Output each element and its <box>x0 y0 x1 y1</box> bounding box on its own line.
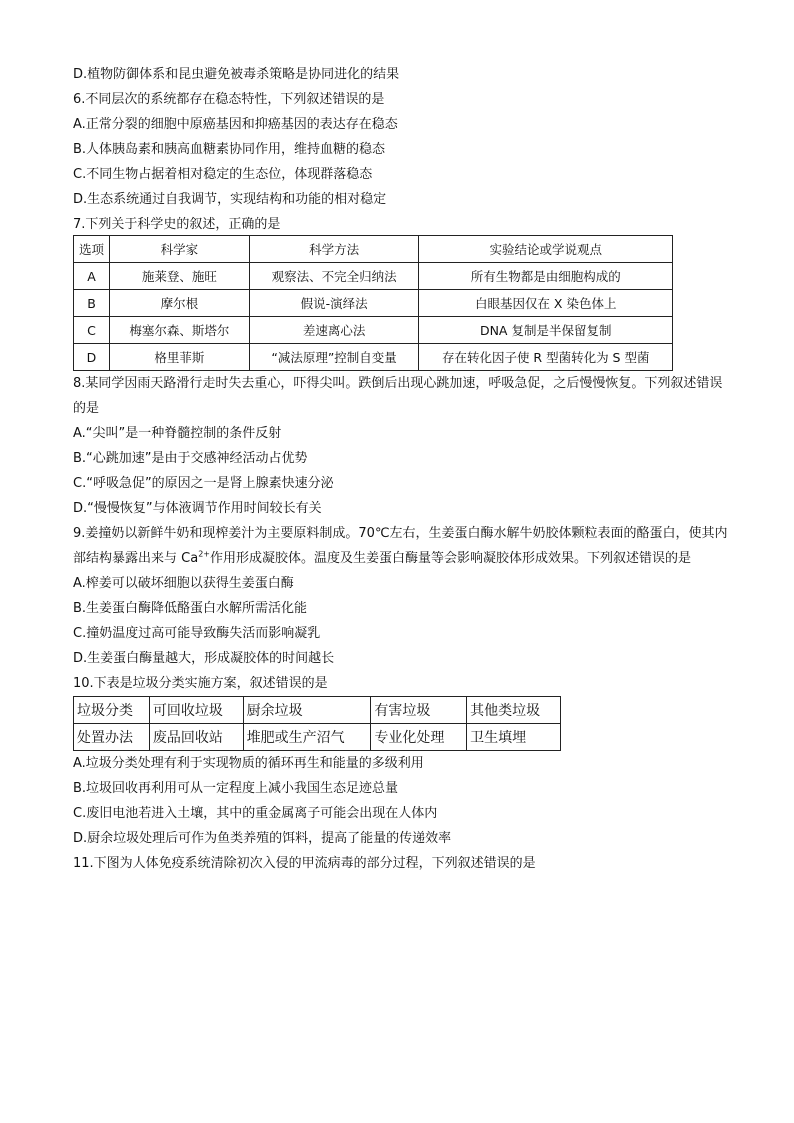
table-cell: 所有生物都是由细胞构成的 <box>419 263 673 290</box>
q8-option-b: B.“心跳加速”是由于交感神经活动占优势 <box>73 451 308 466</box>
table-cell: 堆肥或生产沼气 <box>243 724 371 751</box>
q9-option-b: B.生姜蛋白酶降低酪蛋白水解所需活化能 <box>73 601 308 616</box>
table-cell: 白眼基因仅在 X 染色体上 <box>419 290 673 317</box>
q9-stem-part2: 作用形成凝胶体。温度及生姜蛋白酶量等会影响凝胶体形成效果。下列叙述错误的是 <box>209 551 691 566</box>
q8-option-c: C.“呼吸急促”的原因之一是肾上腺素快速分泌 <box>73 476 334 491</box>
q9-option-d: D.生姜蛋白酶量越大，形成凝胶体的时间越长 <box>73 651 335 666</box>
table-header: 科学方法 <box>249 236 419 263</box>
table-cell: “减法原理”控制自变量 <box>249 344 419 371</box>
q11-stem: 11.下图为人体免疫系统清除初次入侵的甲流病毒的部分过程，下列叙述错误的是 <box>73 856 536 871</box>
q6-option-a: A.正常分裂的细胞中原癌基因和抑癌基因的表达存在稳态 <box>73 117 398 132</box>
table-row <box>74 697 561 724</box>
science-history-table <box>73 235 673 371</box>
q9-option-c: C.撞奶温度过高可能导致酶失活而影响凝乳 <box>73 626 321 641</box>
table-cell: 可回收垃圾 <box>149 697 243 724</box>
q6-option-c: C.不同生物占据着相对稳定的生态位，体现群落稳态 <box>73 167 373 182</box>
q8-option-a: A.“尖叫”是一种脊髓控制的条件反射 <box>73 426 282 441</box>
exam-page <box>73 62 733 876</box>
table-cell: 有害垃圾 <box>371 697 467 724</box>
table-cell: 处置办法 <box>74 724 150 751</box>
table-cell: 卫生填埋 <box>467 724 561 751</box>
q5-option-d: D.植物防御体系和昆虫避免被毒杀策略是协同进化的结果 <box>73 67 400 82</box>
q9-option-a: A.榨姜可以破坏细胞以获得生姜蛋白酶 <box>73 576 294 591</box>
q6-stem: 6.不同层次的系统都存在稳态特性，下列叙述错误的是 <box>73 92 385 107</box>
table-cell: 假说-演绎法 <box>249 290 419 317</box>
garbage-classification-table <box>73 696 561 751</box>
q10-option-a: A.垃圾分类处理有利于实现物质的循环再生和能量的多级利用 <box>73 756 424 771</box>
table-cell: 格里菲斯 <box>109 344 249 371</box>
q9-stem-superscript: 2+ <box>198 549 210 559</box>
table-cell: 摩尔根 <box>109 290 249 317</box>
q10-stem: 10.下表是垃圾分类实施方案，叙述错误的是 <box>73 676 328 691</box>
q7-stem: 7.下列关于科学史的叙述，正确的是 <box>73 217 281 232</box>
table-cell: 专业化处理 <box>371 724 467 751</box>
table-cell: 垃圾分类 <box>74 697 150 724</box>
table-cell: 厨余垃圾 <box>243 697 371 724</box>
table-header-row <box>74 236 673 263</box>
q8-stem: 8.某同学因雨天路滑行走时失去重心，吓得尖叫。跌倒后出现心跳加速，呼吸急促，之后慢慢恢复。下列叙述错误的是 <box>73 376 723 416</box>
table-row <box>74 290 673 317</box>
q10-option-b: B.垃圾回收再利用可从一定程度上减小我国生态足迹总量 <box>73 781 399 796</box>
table-row <box>74 724 561 751</box>
q8-option-d: D.“慢慢恢复”与体液调节作用时间较长有关 <box>73 501 322 516</box>
q9-stem-part1: 9.姜撞奶以新鲜牛奶和现榨姜汁为主要原料制成。70℃左右，生姜蛋白酶水解牛奶胶体颗粒表面的酪蛋白，使其内部结构暴露出来与 Ca <box>73 526 728 566</box>
table-cell: A <box>74 263 110 290</box>
table-cell: 废品回收站 <box>149 724 243 751</box>
table-cell: B <box>74 290 110 317</box>
table-header: 选项 <box>74 236 110 263</box>
q6-option-b: B.人体胰岛素和胰高血糖素协同作用，维持血糖的稳态 <box>73 142 386 157</box>
q6-option-d: D.生态系统通过自我调节，实现结构和功能的相对稳定 <box>73 192 387 207</box>
table-row <box>74 317 673 344</box>
table-cell: 其他类垃圾 <box>467 697 561 724</box>
table-cell: 观察法、不完全归纳法 <box>249 263 419 290</box>
table-header: 实验结论或学说观点 <box>419 236 673 263</box>
q10-option-c: C.废旧电池若进入土壤，其中的重金属离子可能会出现在人体内 <box>73 806 438 821</box>
table-cell: 梅塞尔森、斯塔尔 <box>109 317 249 344</box>
table-cell: 施莱登、施旺 <box>109 263 249 290</box>
table-cell: C <box>74 317 110 344</box>
q9-stem <box>73 521 733 571</box>
table-cell: D <box>74 344 110 371</box>
table-row <box>74 263 673 290</box>
table-header: 科学家 <box>109 236 249 263</box>
table-cell: DNA 复制是半保留复制 <box>419 317 673 344</box>
table-row <box>74 344 673 371</box>
table-cell: 差速离心法 <box>249 317 419 344</box>
q10-option-d: D.厨余垃圾处理后可作为鱼类养殖的饵料，提高了能量的传递效率 <box>73 831 452 846</box>
table-cell: 存在转化因子使 R 型菌转化为 S 型菌 <box>419 344 673 371</box>
